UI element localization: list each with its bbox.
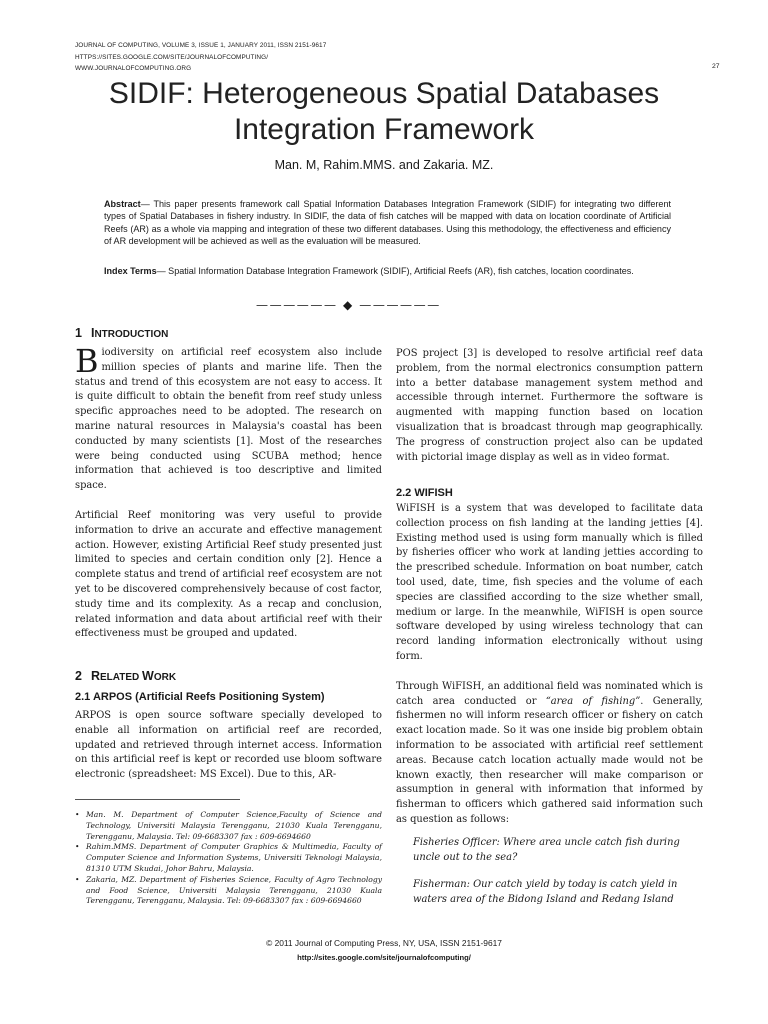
index-terms-label: Index Terms [104, 266, 157, 276]
page-number: 27 [712, 63, 720, 70]
paper-title [60, 76, 708, 148]
section-title-rest: ELATED [99, 672, 143, 683]
title-line: Integration Framework [233, 113, 535, 146]
index-terms [104, 265, 671, 277]
arpos-body [75, 709, 382, 783]
abstract-label: Abstract [104, 199, 141, 209]
drop-cap: B [75, 342, 99, 380]
paragraph [75, 342, 382, 494]
abstract-text: — This paper presents framework call Spatial Information Databases Integration Framework (SIDIF) for integrating two different types of Spatial Databases in fishery industry. In SIDIF, the data of fish catches will be mapped with data on location coordinate of Artificial Reefs (AR) as a whole via mapping and integration of these two different databases. Using this methodology, the effectiveness and efficiency of AR development will be achieved as well as the evaluation will be measured. [104, 199, 671, 247]
section-title-initial: I [90, 326, 95, 340]
footnote-bullet: • [75, 842, 80, 852]
footnote-divider [75, 799, 240, 800]
section-number: 1 [75, 326, 82, 340]
section-title-rest: ORK [153, 672, 177, 683]
section-title-initial: W [142, 669, 154, 683]
authors: Man. M, Rahim.MMS. and Zakaria. MZ. [274, 158, 494, 172]
subsection-heading-wifish: 2.2 WIFISH [396, 487, 453, 499]
wifish-body [396, 502, 703, 828]
paragraph: POS project [3] is developed to resolve artificial reef data problem, from the normal electronics consumption pattern into a better database management system method and accessible through internet. Furthermore the software is augmented with mapping function based on location visualization that is broadcast through map geographically. The progress of construction project also can be updated with pictorial image display as well as in video format. [396, 348, 703, 463]
abstract [104, 198, 671, 248]
paragraph: WiFISH is a system that was developed to facilitate data collection process on fish landing at the landing jetties [4]. Existing method used is using form manually which is filled by fisheries officer who work at landing jetties according to the prescribed schedule. Information on boat number, catch tool used, date, time, fish species and the volume of each species are classified according to the size whether small, medium or large. In the meanwhile, WiFISH is open source software developed by using wireless technology that can record landing information electronically without using form. [396, 503, 703, 662]
section-separator: —————— ◆ —————— [256, 298, 441, 312]
footnote [75, 875, 382, 907]
arpos-continuation [396, 347, 703, 465]
dialog-quote: Fisherman: Our catch yield by today is catch yield in waters area of the Bidong Island and Redang Island [413, 879, 678, 905]
footnote-text: Zakaria, MZ. Department of Fisheries Science, Faculty of Agro Technology and Food Science, Universiti Malaysia Terengganu, 21030 Kuala Terengganu, Terengganu, Malaysia. Tel: 09-6683307 fax : 609-6694660 [86, 874, 382, 906]
section-heading-related-work [75, 669, 176, 683]
copyright-footer: © 2011 Journal of Computing Press, NY, USA, ISSN 2151-9617 [266, 938, 502, 948]
footnote-text: Rahim.MMS. Department of Computer Graphics & Multimedia, Faculty of Computer Science and Information Systems, Universiti Teknologi Malaysia, 81310 UTM Skudai, Johor Bahru, Malaysia. [86, 842, 382, 873]
footnote-text: Man. M. Department of Computer Science,Faculty of Science and Technology, Universiti Malaysia Terengganu, 21030 Kuala Terengganu, Terengganu, Malaysia. Tel: 09-6683307 fax : 609-6694660 [86, 810, 382, 841]
footnote [75, 810, 382, 842]
emphasis-text: “area of fishing” [545, 695, 641, 707]
paragraph-text: iodiversity on artificial reef ecosystem also include million species of plants and marine life. Then the status and trend of this ecosystem are not easy to access. It is quite difficult to obtain the benefit from reef study unless specific approaches need to be adopted. The research on marine natural resources in Malaysia's coastal has been conducted by many scientists [1]. Most of the researches were being conducted using SCUBA method; hence information that achieved is too descriptive and limited space. [75, 347, 382, 492]
paragraph: Artificial Reef monitoring was very useful to provide information to drive an accurate and effective management action. However, existing Artificial Reef study presented just limited to species and certain condition only [2]. Hence a complete status and trend of artificial reef ecosystem are not yet to be discovered comprehensively because of cost factor, study time and its complexity. As a recap and conclusion, related information and data about artificial reef with their effectiveness must be grouped and updated. [75, 509, 382, 640]
author-footnotes [75, 810, 382, 907]
journal-header-line: JOURNAL OF COMPUTING, VOLUME 3, ISSUE 1, JANUARY 2011, ISSN 2151-9617 [75, 42, 327, 49]
journal-header-line: HTTPS://SITES.GOOGLE.COM/SITE/JOURNALOFCOMPUTING/ [75, 53, 269, 61]
section-title-initial: R [90, 669, 100, 683]
footnote-bullet: • [75, 810, 80, 819]
section-heading-introduction [75, 326, 168, 340]
introduction-body [75, 342, 382, 642]
journal-header [75, 40, 326, 75]
footer-url: http://sites.google.com/site/journalofcomputing/ [297, 953, 471, 962]
footnote-bullet: • [75, 874, 80, 884]
journal-header-line: WWW.JOURNALOFCOMPUTING.ORG [75, 65, 192, 72]
footnote [75, 842, 382, 874]
section-title-rest: NTRODUCTION [94, 329, 169, 340]
paragraph: ARPOS is open source software specially developed to enable all information on artificial reef are recorded, updated and retrieved through internet access. Information on this artificial reef is kept or recorded use bloom software electronic (spreadsheet: MS Excel). Due to this, AR- [75, 710, 382, 781]
paragraph-text: . Generally, fishermen no will inform research officer or fishery on catch exact location made. So it was one inside big problem obtain information to be associated with artificial reef settlement areas. Because catch location actually made would not be known exactly, then researcher will make comparison or assumption in general with information that informed by fisherman to officers which gathered said information such as question as follows: [396, 695, 703, 825]
subsection-heading-arpos: 2.1 ARPOS (Artificial Reefs Positioning System) [75, 691, 325, 703]
index-terms-text: — Spatial Information Database Integration Framework (SIDIF), Artificial Reefs (AR), fish catches, location coordinates. [156, 266, 634, 276]
dialog-quote: Fisheries Officer: Where area uncle catch fish during uncle out to the sea? [413, 837, 680, 863]
section-number: 2 [75, 669, 82, 683]
title-line: SIDIF: Heterogeneous Spatial Databases [108, 77, 660, 110]
paragraph-text: Through WiFISH, an additional field was nominated which is catch area conducted or [396, 680, 703, 707]
paragraph [396, 680, 703, 828]
